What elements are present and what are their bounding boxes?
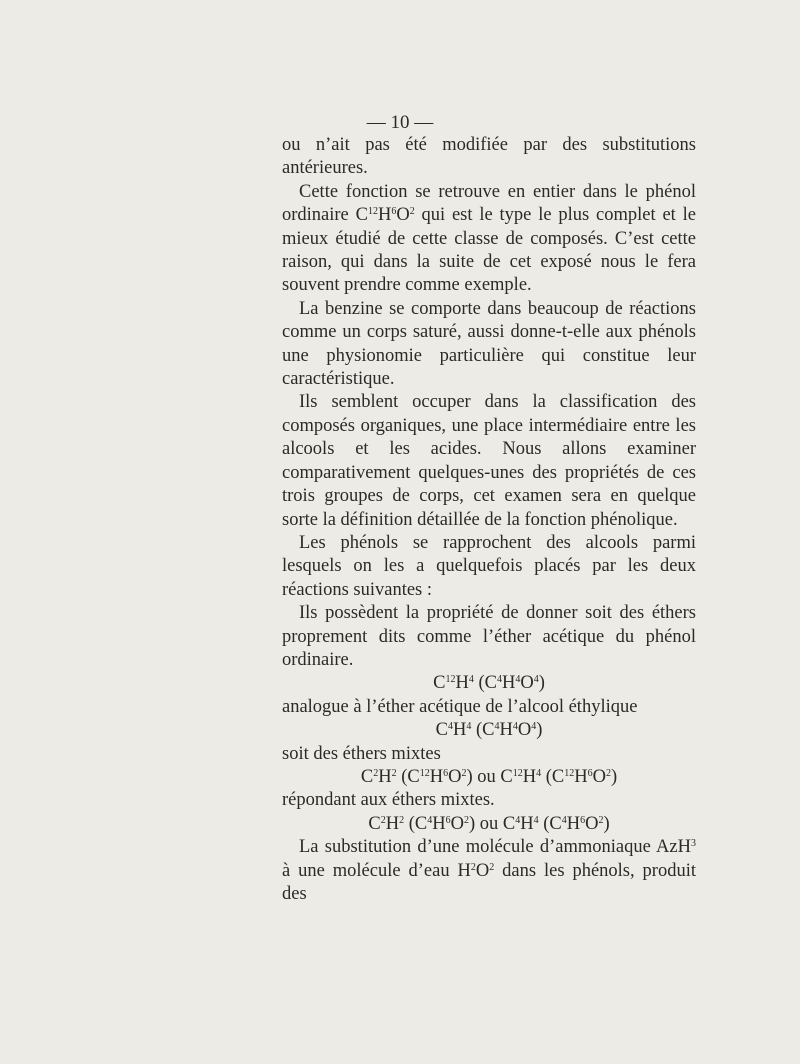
- paragraph: Ils possèdent la propriété de donner soit des éthers proprement dits comme l’éther acétique du phénol ordinaire.: [282, 603, 696, 670]
- chemical-formula: $C^{12}H^4$ $(C^4H^4O^4)$: [433, 673, 545, 694]
- text-line: analogue à l’éther acétique de l’alcool éthylique: [282, 696, 638, 717]
- chemical-formula: $C^4H^4$ $(C^4H^4O^4)$: [435, 720, 543, 741]
- text-line: ou n’ait pas été modifiée par des substitutions antérieures.: [282, 135, 696, 179]
- body-text: [282, 134, 696, 906]
- paragraph: Les phénols se rapprochent des alcools parmi lesquels on les a quelquefois placés par les deux réactions suivantes :: [282, 532, 696, 600]
- chemical-formula: $C^2H^2$ $(C^{12}H^6O^2)$ ou $C^{12}H^4$ $(C^{12}H^6O^2)$: [360, 766, 618, 787]
- paragraph: La benzine se comporte dans beaucoup de réactions comme un corps saturé, aussi donne-t-elle aux phénols une physionomie particulière qui constitue leur caractéristique.: [282, 298, 696, 390]
- page-number: — 10 —: [366, 112, 434, 133]
- chemical-formula: $C^2H^2$ $(C^4H^6O^2)$ ou $C^4H^4$ $(C^4H^6O^2)$: [368, 813, 610, 834]
- text-line: répondant aux éthers mixtes.: [282, 790, 495, 811]
- paragraph: Cette fonction se retrouve en entier dans le phénol ordinaire $C^{12}H^6O^2$ qui est le type le plus complet et le mieux étudié de cette classe de composés. C’est cette raison, qui dans la suite de cet exposé nous le fera souvent prendre comme exemple.: [282, 181, 696, 296]
- text-line: soit des éthers mixtes: [282, 743, 441, 764]
- paragraph: La substitution d’une molécule d’ammoniaque AzH$^3$ à une molécule d’eau $H^2O^2$ dans les phénols, produit des: [282, 837, 696, 904]
- paragraph: Ils semblent occuper dans la classification des composés organiques, une place intermédiaire entre les alcools et les acides. Nous allons examiner comparativement quelques-unes des propriétés de ces trois groupes de corps, cet examen sera en quelque sorte la définition détaillée de la fonction phénolique.: [282, 392, 696, 530]
